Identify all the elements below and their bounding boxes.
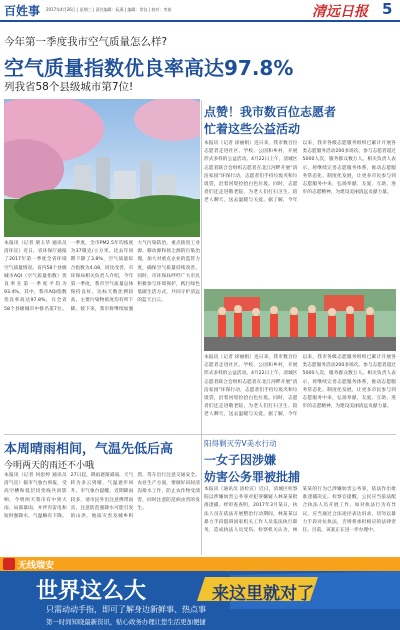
volunteer-headline-line2[interactable]: 忙着这些公益活动 [204,122,301,136]
ad-slogan: 世界这么大 [36,579,147,604]
court-headline-line1[interactable]: 一女子因涉嫌 [204,453,277,467]
ad-tagline-1: 只需动动手指，即可了解身边新鲜事、热点事 [46,605,206,614]
lead-kicker: 今年第一季度我市空气质量怎么样? [4,36,168,48]
horizontal-divider [4,434,396,435]
app-icon [3,558,15,570]
volunteer-article-body: 本报讯（记者 徐丽娟）连日来，我市数百位志愿者走进社区、学校、公园和乡村，开展形式多样的公益活动。4月22日上午，清城区志愿者联合会组织志愿者在北江河畔开展“清洁家园”环保行动，志愿者们手持垃圾夹和垃圾袋，沿着河堤捡拾白色垃圾。同时，志愿者们还走进敬老院，为老人们打扫卫生、陪老人聊天，送去温暖与关爱。据了解，今年以来，我市各级志愿服务组织已累计开展各类志愿服务活动200多场次，参与志愿者超过5000人次，服务群众数万人。相关负责人表示，将继续完善志愿服务体系，推动志愿服务常态化、制度化发展，让更多市民参与到志愿服务中来，弘扬奉献、友爱、互助、进步的志愿精神，为建设美丽清远贡献力量。 [204,141,396,204]
court-headline-line2[interactable]: 妨害公务罪被批捕 [204,470,301,484]
column-divider [201,100,202,555]
court-article-body: 本报讯（通讯员 清检宣）近日，清城区检察院以涉嫌妨害公务罪对犯罪嫌疑人林某某批准逮捕。经审查查明，2017年3月某日，执法人员在依法开展整治行动期间，林某某以暴力手段阻碍国家机关工作人员依法执行职务，造成执法人员受伤。检察机关认为，林某某的行为已涉嫌妨害公务罪，依法作出批准逮捕决定。检察官提醒，公民应当依法配合执法人员开展工作，如对执法行为有异议，应当通过合法途径表达诉求，切勿以暴力手段对抗执法，否则将承担相应的法律责任。目前，该案正在进一步办理中。 [204,487,396,534]
section-name: 百姓事 [4,4,41,18]
court-kicker: 阳得剿灭劳V美水行动 [204,439,277,448]
issue-meta: 2017年4月26日 | 星期三 | 责任编辑：阮燕 | 编辑：常钰 | 校对：李岚 [46,7,172,12]
page-header [0,0,400,22]
volunteer-headline-line1[interactable]: 点赞！我市数百位志愿者 [204,105,337,119]
lead-headline[interactable]: 空气质量指数优良率高达97.8% [4,56,294,80]
ad-cta[interactable]: 来这里就对了 [212,584,314,604]
lead-article-body: 本报讯（记者 梁玉华 通讯员 清环宣）近日，省环保厅通报了2017年第一季度全省环境空气质量情况。省内58个县级城市AQI（空气质量指数）优良率在第一季度平均为93.4%，其中，我市AQI指数优良率高达97.8%，在全省58个县级城市中排名第7位。一季度，全市PM2.5年均浓度为37微克/立方米，比去年同期下降了3.8%，空气质量综合指数为4.08，同比改善。市环保局相关负责人介绍，今年第一季度，我市空气质量总体保持良好，达标天数比例较高，主要污染物浓度均有所下降。接下来，我市将继续加强大气污染防治，重点推进工业源、移动源和扬尘源的污染治理，加大对重点企业的监管力度，确保空气质量持续改善。同时，市环保局呼吁广大市民积极参与环境保护，践行绿色低碳生活方式，共同守护清远的蓝天白云。 [4,241,200,312]
weather-article-body: 本报讯（记者 何思婷 通讯员 清气宣）据市气象台预报，受高空槽和低层切变线共同影响，今明两天我市有中到大雨、局部暴雨，并伴有雷电和短时强降水，气温略有下降。27日起，降雨逐渐减弱，天气转为多云到晴，气温逐步回升。市气象台提醒，近期降雨较多，请市民外出注意携带雨具，注意防范强降水可能引发的山洪、地质灾害及城乡积涝，驾车出行注意交通安全。农业生产方面，要做好田间清沟排水工作，防止农作物受渍害，同时注意防范病虫害的发生。 [4,473,200,520]
weather-subtitle: 今明两天的雨还不小哦 [4,461,95,471]
newspaper-logo: 清远日报 [312,4,368,20]
city-skyline-photo [4,99,200,237]
page-number: 5 [382,0,393,18]
volunteer-article-body-cont: 本报讯（记者 徐丽娟）连日来，我市数百位志愿者走进社区、学校、公园和乡村，开展形式多样的公益活动。4月22日上午，清城区志愿者联合会组织志愿者在北江河畔开展“清洁家园”环保行动，志愿者们手持垃圾夹和垃圾袋，沿着河堤捡拾白色垃圾。同时，志愿者们还走进敬老院，为老人们打扫卫生、陪老人聊天，送去温暖与关爱。据了解，今年以来，我市各级志愿服务组织已累计开展各类志愿服务活动200多场次，参与志愿者超过5000人次，服务群众数万人。相关负责人表示，将继续完善志愿服务体系，推动志愿服务常态化、制度化发展，让更多市民参与到志愿服务中来，弘扬奉献、友爱、互助、进步的志愿精神，为建设美丽清远贡献力量。 [204,355,396,418]
ad-tagline-2: 第一时间知晓最新资讯，贴心政务办理让您生活更加便捷 [46,618,206,626]
volunteers-photo [204,289,396,351]
ad-brand: 无线瑞安 [18,561,55,571]
weather-headline[interactable]: 本周晴雨相间，气温先低后高 [4,442,174,457]
ad-banner[interactable] [0,557,400,630]
lead-subtitle: 列我省58个县级城市第7位! [4,81,134,93]
